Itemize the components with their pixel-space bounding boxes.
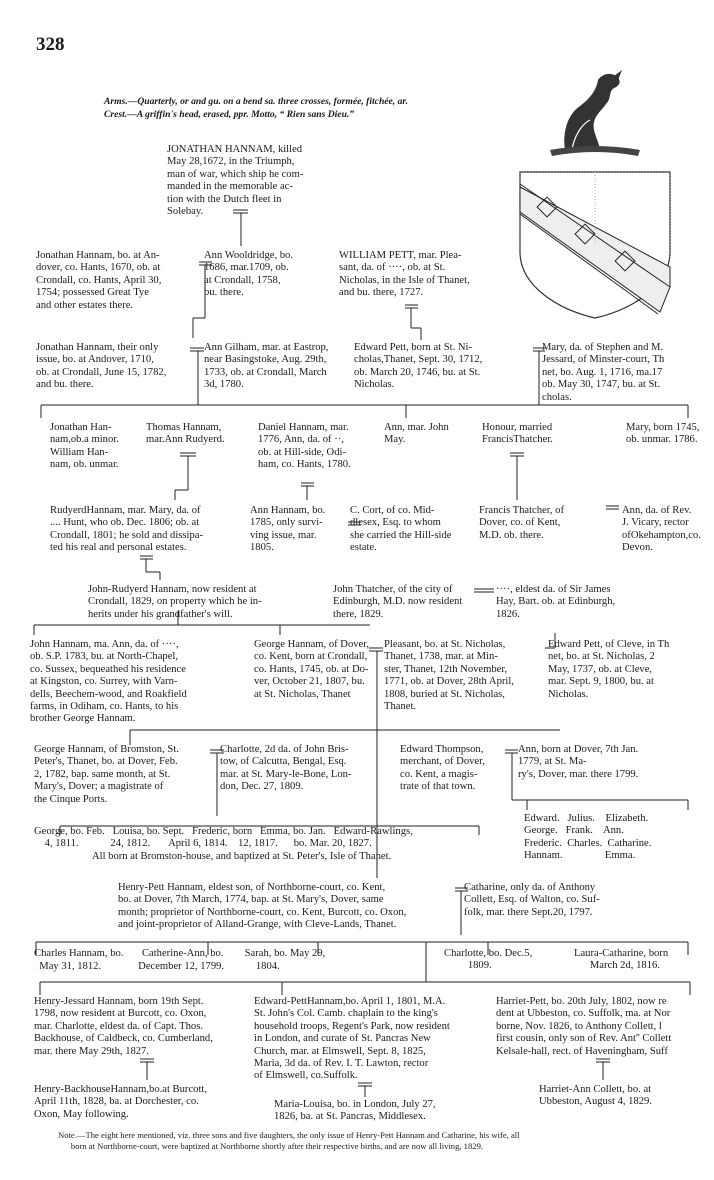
ann-mar-john-may: Ann, mar. John May. (384, 422, 449, 446)
edward-thompson: Edward Thompson, merchant, of Dover, co. Kent, a magis- trate of that town. (400, 744, 485, 793)
ann-hannam-1785: Ann Hannam, bo. 1785, only survi- ving issue, mar. 1805. (250, 505, 326, 554)
ann-vicary: Ann, da. of Rev. J. Vicary, rector ofOkehampton,co. Devon. (622, 505, 701, 554)
jonathan-1672: JONATHAN HANNAM, killed May 28,1672, in the Triumph, man of war, which ship he com- manded in the memorable ac- tion with the Dutch fleet in Solebay. (167, 144, 304, 218)
mary-1745: Mary, born 1745, ob. unmar. 1786. (626, 422, 700, 446)
laura-catharine: Laura-Catharine, born March 2d, 1816. (574, 948, 669, 972)
edward-pett-1801: Edward-PettHannam,bo. April 1, 1801, M.A. St. John's Col. Camb. chaplain to the king's household troops, Regent's Park, now resident in London, and curate of St. Pancras New Church, mar. at Elmswell, Sept. 8, 1825, Maria, 3d da. of Rev. I. T. Lawton, rector of Elmswell, co.Suffolk. (254, 996, 450, 1082)
ann-dover: Ann, born at Dover, 7th Jan. 1779, at St. Ma- ry's, Dover, mar. there 1799. (518, 744, 639, 780)
francis-thatcher: Francis Thatcher, of Dover, co. of Kent, M.D. ob. there. (479, 505, 564, 541)
jonathan-1670: Jonathan Hannam, bo. at An- dover, co. Hants, 1670, ob. at Crondall, co. Hants, April 30, 1754; possessed Great Tye and other estates there. (36, 250, 162, 311)
note: Note.—The eight here mentioned, viz. three sons and five daughters, the only issue of Henry-Pett Hannam and Catharine, his wife, all born at Northborne-court, were baptized at Northborne shortly after their respective births, and are now all living, 1829. (58, 1130, 520, 1152)
edward-pett-1712: Edward Pett, born at St. Ni- cholas,Thanet, Sept. 30, 1712, ob. March 20, 1746, bu. at St. Nicholas. (354, 342, 483, 391)
children-row: Charles Hannam, bo. Catherine-Ann, bo. Sarah, bo. May 29, (34, 948, 326, 959)
charlotte-bristow: Charlotte, 2d da. of John Bris- tow, of Calcutta, Bengal, Esq. mar. at St. Mary-le-Bone, Lon- don, Dec. 27, 1809. (220, 744, 352, 793)
henry-jessard: Henry-Jessard Hannam, born 19th Sept. 1798, now resident at Burcott, co. Oxon, mar. Charlotte, eldest da. of Capt. Thos. Backhouse, of Caldbeck, co. Cumberland, mar. there May 29th, 1827. (34, 996, 213, 1057)
bromston-note: All born at Bromston-house, and baptized at St. Peter's, Isle of Thanet. (92, 851, 392, 862)
george-bromston: George Hannam, of Bromston, St. Peter's, Thanet, bo. at Dover, Feb. 2, 1782, bap. same month, at St. Mary's, Dover; a magistrate of the Cinque Ports. (34, 744, 179, 805)
page-number: 328 (36, 34, 65, 55)
john-hannam: John Hannam, ma. Ann, da. of ····, ob. S.P. 1783, bu. at North-Chapel, co. Sussex, bequeathed his residence at Kingston, co. Surrey, with Varn- dells, Beechem-wood, and Roakfield farms, in Odiham, co. Hants, to his brother George Hannam. (30, 639, 187, 725)
henry-pett: Henry-Pett Hannam, eldest son, of Northborne-court, co. Kent, bo. at Dover, 7th March, 1774, bap. at St. Mary's, Dover, same month; proprietor of Northborne-court, co. Kent, Burcott, co. Oxon, and joint-proprietor of Alland-Grange, with Cleve-Lands, Thanet. (118, 882, 407, 931)
ann-gilham: Ann Gilham, mar. at Eastrop, near Basingstoke, Aug. 29th, 1733, ob. at Crondall, March 3d, 1780. (204, 342, 329, 391)
honour: Honour, married FrancisThatcher. (482, 422, 553, 446)
william-pett: WILLIAM PETT, mar. Plea- sant, da. of ····, ob. at St. Nicholas, in the Isle of Thanet, and bu. there, 1727. (339, 250, 470, 299)
rudyerd-hannam: RudyerdHannam, mar. Mary, da. of .... Hunt, who ob. Dec. 1806; ob. at Crondall, 1801; he sold and dissipa- ted his real and personal estates. (50, 505, 204, 554)
eldest-da-james: ····, eldest da. of Sir James Hay, Bart. ob. at Edinburgh, 1826. (496, 584, 616, 620)
henry-backhouse: Henry-BackhouseHannam,bo.at Burcott, April 11th, 1828, ba. at Dorchester, co. Oxon, May following. (34, 1084, 207, 1120)
jonathan-minor: Jonathan Han- nam,ob.a minor. William Han- nam, ob. unmar. (50, 422, 119, 471)
john-thatcher: John Thatcher, of the city of Edinburgh, M.D. now resident there, 1829. (333, 584, 463, 620)
thompson-children: Edward. Julius. Elizabeth. George. Frank. Ann. Frederic. Charles. Catharine. Hannam. Emma. (524, 813, 652, 862)
daniel-hannam: Daniel Hannam, mar. 1776, Ann, da. of ··, ob. at Hill-side, Odi- ham, co. Hants, 1780. (258, 422, 351, 471)
edward-pett-cleve: Edward Pett, of Cleve, in Th net, bo. at St. Nicholas, 2 May, 1737, ob. at Cleve, mar. Sept. 9, 1800, bu. at Nicholas. (548, 639, 670, 700)
maria-louisa: Maria-Louisa, bo. in London, July 27, 1826, ba. at St. Pancras, Middlesex. (274, 1099, 436, 1123)
harriet-ann: Harriet-Ann Collett, bo. at Ubbeston, August 4, 1829. (539, 1084, 653, 1108)
pleasant: Pleasant, bo. at St. Nicholas, Thanet, 1738, mar. at Min- ster, Thanet, 12th November, 1771, ob. at Dover, 28th April, 1808, buried at St. Nicholas, Thanet. (384, 639, 514, 713)
bromston-children: George, bo. Feb. Louisa, bo. Sept. Frederic, born Emma, bo. Jan. Edward-Rawlings, 4, 1811. 24, 1812. April 6, 1814. 12, 1817. bo. Mar. 20, 1827. (34, 826, 413, 850)
ann-wooldridge: Ann Wooldridge, bo. 1686, mar.1709, ob. at Crondall, 1758, bu. there. (204, 250, 293, 299)
harriet-pett: Harriet-Pett, bo. 20th July, 1802, now re dent at Ubbeston, co. Suffolk, ma. at Nor borne, Nov. 1826, to Anthony Collett, l first cousin, only son of Rev. Ant'' Collett Kelsale-hall, rect. of Haveningham, Suff (496, 996, 672, 1057)
arms-heading: Arms.—Quarterly, or and gu. on a bend sa. three crosses, formée, fitchée, ar. (104, 96, 408, 107)
thomas-hannam: Thomas Hannam, mar.Ann Rudyerd. (146, 422, 225, 446)
children-row-2: May 31, 1812. December 12, 1799. 1804. (34, 961, 280, 972)
mary-jessard: Mary, da. of Stephen and M. Jessard, of Minster-court, Th net, bo. Aug. 1, 1716, ma.17 ob. May 30, 1747, bu. at St. cholas. (542, 342, 665, 403)
charlotte-1809: Charlotte, bo. Dec.5, 1809. (444, 948, 533, 972)
george-hannam-dover: George Hannam, of Dover, co. Kent, born at Crondall, co. Hants, 1745, ob. at Do- ver, October 21, 1807, bu. at St. Nicholas, Thanet (254, 639, 369, 700)
catharine-collett: Catharine, only da. of Anthony Collett, Esq. of Walton, co. Suf- folk, mar. there Sept.20, 1797. (464, 882, 600, 918)
crest-heading: Crest.—A griffin's head, erased, ppr. Motto, “ Rien sans Dieu.” (104, 109, 355, 120)
jonathan-1710: Jonathan Hannam, their only issue, bo. at Andover, 1710, ob. at Crondall, June 15, 1782, and bu. there. (36, 342, 167, 391)
c-cort: C. Cort, of co. Mid- dlesex, Esq. to whom she carried the Hill-side estate. (350, 505, 452, 554)
john-rudyerd: John-Rudyerd Hannam, now resident at Crondall, 1829, on property which he in- herits under his grandfather's will. (88, 584, 262, 620)
